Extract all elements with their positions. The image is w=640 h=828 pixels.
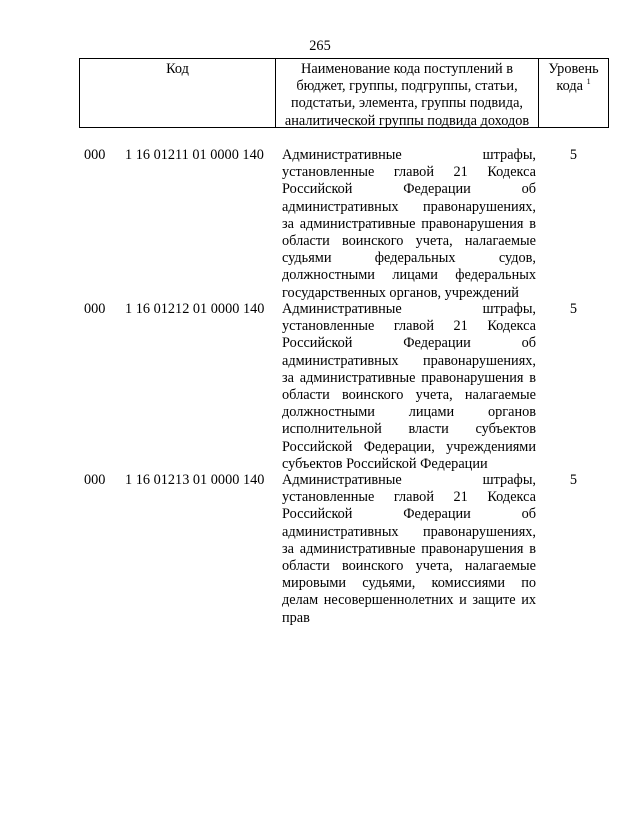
footnote-marker: 1: [586, 77, 591, 87]
name-line: делам несовершеннолетних и защите их: [282, 592, 536, 609]
name-line: административных правонарушениях,: [282, 198, 536, 215]
header-level-cell: [538, 58, 609, 128]
name-line: Российской Федерации, учреждениями: [282, 438, 536, 455]
income-code: 1 16 01211 01 0000 140: [125, 147, 264, 163]
income-code: 1 16 01212 01 0000 140: [125, 301, 265, 317]
name-line: исполнительной власти субъектов: [282, 421, 536, 438]
header-name-cell: [275, 58, 539, 128]
name-line: Административные штрафы,: [282, 472, 536, 488]
header-name-label: [276, 61, 538, 130]
name-line: установленные главой 21 Кодекса: [282, 489, 536, 506]
header-level-line: [539, 78, 608, 95]
name-line: за административные правонарушения в: [282, 540, 536, 557]
name-line: Административные штрафы,: [282, 301, 536, 317]
name-line: государственных органов, учреждений: [282, 284, 519, 301]
name-line: установленные главой 21 Кодекса: [282, 318, 536, 335]
name-line: Российской Федерации об: [282, 181, 536, 198]
name-line: Административные штрафы,: [282, 147, 536, 163]
name-line: области воинского учета, налагаемые: [282, 557, 536, 574]
name-line: судьями федеральных судов,: [282, 250, 536, 267]
header-code-label: Код: [166, 61, 189, 77]
name-line: мировыми судьями, комиссиями по: [282, 575, 536, 592]
header-level-label: [539, 61, 608, 95]
header-name-line: аналитической группы подвида доходов: [284, 112, 530, 129]
admin-code: 000: [84, 472, 106, 488]
name-line: субъектов Российской Федерации: [282, 455, 488, 472]
header-level-line: Уровень: [548, 61, 599, 77]
name-line: должностными лицами федеральных: [282, 267, 536, 284]
name-line: установленные главой 21 Кодекса: [282, 164, 536, 181]
admin-code: 000: [84, 301, 106, 317]
name-line: области воинского учета, налагаемые: [282, 232, 536, 249]
income-name: [282, 472, 536, 627]
admin-code: 000: [84, 147, 106, 163]
header-code-cell: [79, 58, 276, 128]
name-line: Российской Федерации об: [282, 506, 536, 523]
header-name-line: подстатьи, элемента, группы подвида,: [290, 95, 523, 112]
income-name: [282, 147, 536, 302]
header-name-line: бюджет, группы, подгруппы, статьи,: [296, 78, 518, 95]
level-value: 5: [569, 147, 578, 163]
name-line: за административные правонарушения в: [282, 369, 536, 386]
page-number: 265: [309, 38, 331, 54]
header-name-line: Наименование кода поступлений в: [301, 61, 513, 77]
income-name: [282, 301, 536, 473]
name-line: административных правонарушениях,: [282, 523, 536, 540]
name-line: прав: [282, 609, 310, 626]
name-line: Российской Федерации об: [282, 335, 536, 352]
level-value: 5: [569, 301, 578, 317]
name-line: области воинского учета, налагаемые: [282, 386, 536, 403]
level-value: 5: [569, 472, 578, 488]
income-code: 1 16 01213 01 0000 140: [125, 472, 265, 488]
name-line: должностными лицами органов: [282, 404, 536, 421]
name-line: административных правонарушениях,: [282, 352, 536, 369]
name-line: за административные правонарушения в: [282, 215, 536, 232]
header-level-text: кода: [556, 78, 583, 95]
